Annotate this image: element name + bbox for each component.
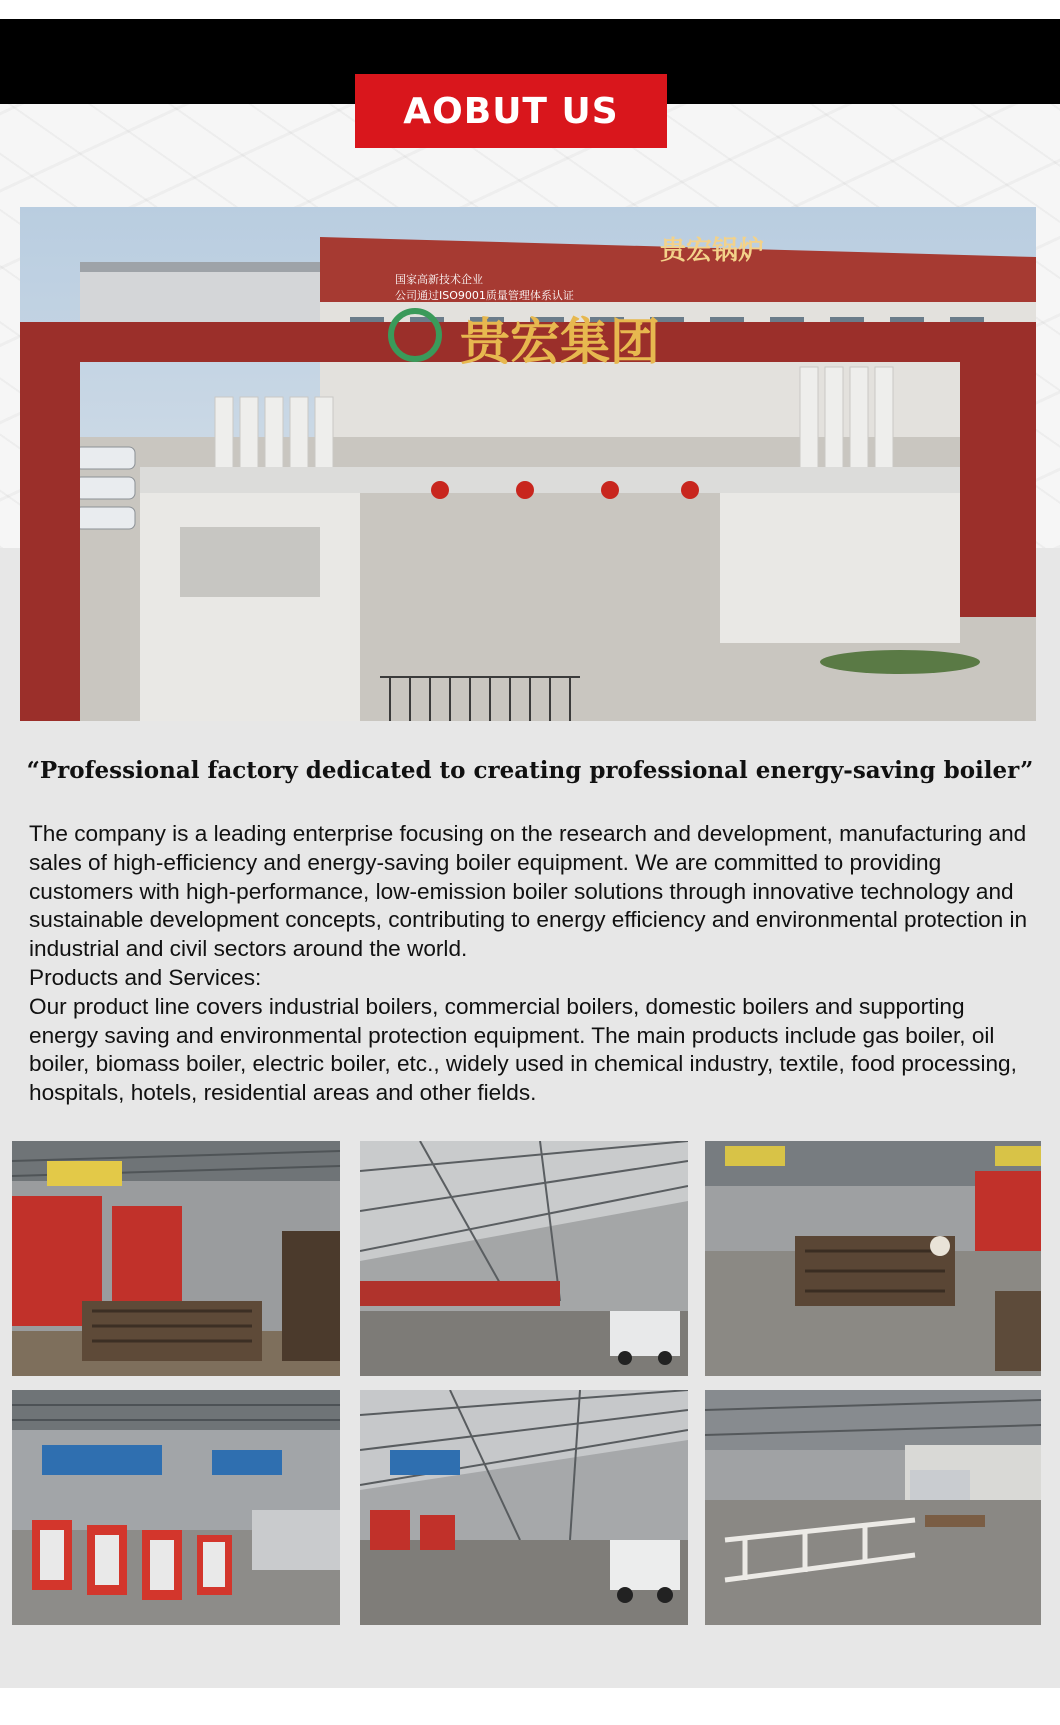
workshop-photo-3 xyxy=(705,1141,1041,1376)
workshop-photo-6 xyxy=(705,1390,1041,1625)
company-intro-paragraph: The company is a leading enterprise focusing on the research and development, manufacturing and sales of high-efficiency and energy-saving boiler equipment. We are committed to providing customers with high-performance, low-emission boiler solutions through innovative technology and sustainable development concepts, contributing to energy efficiency and environmental protection in industrial and civil sectors around the world. xyxy=(29,821,1028,962)
top-white-band xyxy=(0,0,1060,19)
cert-sign-line-1: 国家高新技术企业 xyxy=(395,273,483,286)
roof-sign-text: 贵宏锅炉 xyxy=(660,236,765,266)
workshop-photo-5 xyxy=(360,1390,688,1625)
workshop-photo-2 xyxy=(360,1141,688,1376)
workshop-photo-4 xyxy=(12,1390,340,1625)
bottom-white-band xyxy=(0,1688,1060,1725)
section-title-box xyxy=(355,74,667,148)
products-heading: Products and Services: xyxy=(29,964,262,990)
company-description xyxy=(29,820,1039,1108)
cert-sign-line-2: 公司通过ISO9001质量管理体系认证 xyxy=(395,289,574,302)
tagline: “Professional factory dedicated to creating professional energy-saving boiler” xyxy=(26,757,1034,784)
workshop-photo-1 xyxy=(12,1141,340,1376)
products-paragraph: Our product line covers industrial boilers, commercial boilers, domestic boilers and supporting energy saving and environmental protection equipment. The main products include gas boiler, oil boiler, biomass boiler, electric boiler, etc., widely used in chemical industry, textile, food processing, hospitals, hotels, residential areas and other fields. xyxy=(29,993,1017,1106)
section-title: AOBUT US xyxy=(403,90,619,132)
factory-gate-photo xyxy=(20,207,1036,721)
main-sign-text: 贵宏集团 xyxy=(460,312,660,371)
